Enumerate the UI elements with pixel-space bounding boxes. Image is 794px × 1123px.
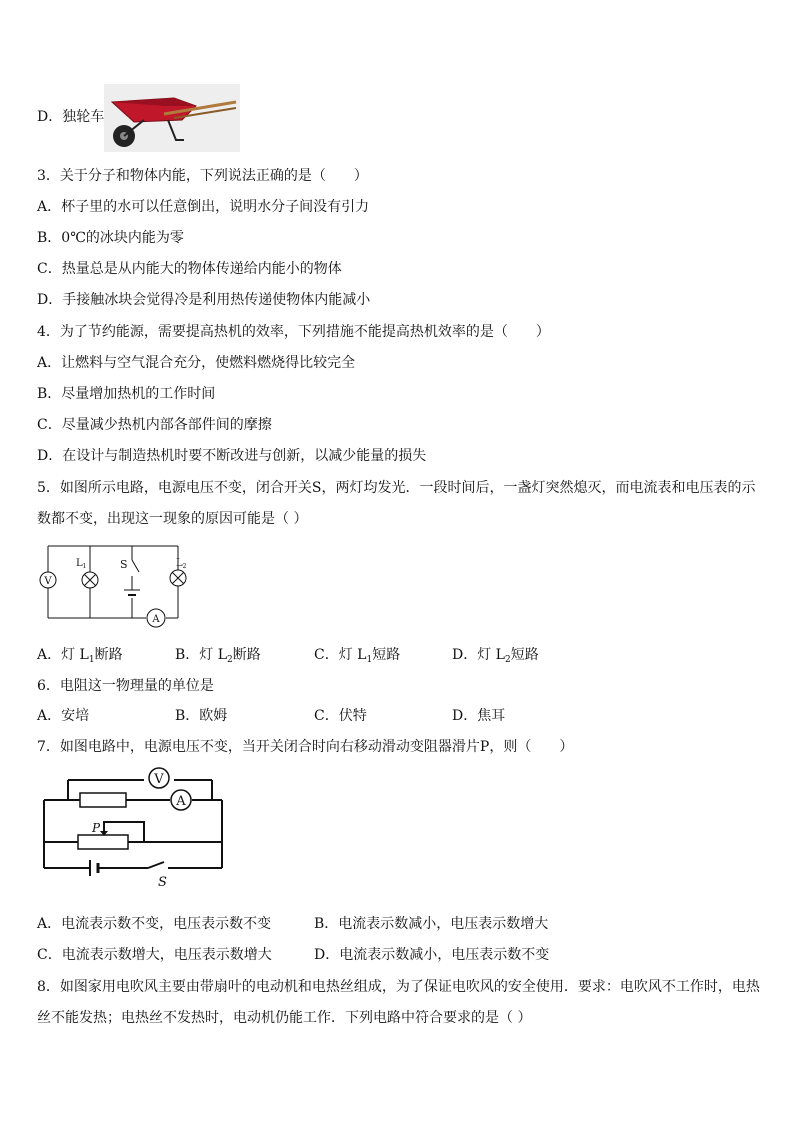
q8-stem-line2: 丝不能发热；电热丝不发热时，电动机仍能工作．下列电路中符合要求的是（ ） xyxy=(37,1010,532,1026)
q5-circuit-diagram xyxy=(36,542,196,630)
q7-switch-label: S xyxy=(158,875,167,890)
q6-option-a: A．安培 xyxy=(37,708,90,724)
q3-option-b: B．0℃的冰块内能为零 xyxy=(37,230,184,246)
q6-option-c: C．伏特 xyxy=(314,708,367,724)
q7-option-b: B．电流表示数减小，电压表示数增大 xyxy=(314,916,549,932)
q3-option-a: A．杯子里的水可以任意倒出，说明水分子间没有引力 xyxy=(37,199,370,215)
q5-lamp1-sub: 1 xyxy=(82,563,87,570)
q3-stem: 3．关于分子和物体内能，下列说法正确的是（ ） xyxy=(37,168,368,184)
q5-option-d: D．灯 $L_2$短路 xyxy=(452,647,539,665)
q5-stem-line1: 5．如图所示电路，电源电压不变，闭合开关S，两灯均发光．一段时间后，一盏灯突然熄灭，而电流表和电压表的示 xyxy=(37,480,756,496)
q8-stem-line1: 8．如图家用电吹风主要由带扇叶的电动机和电热丝组成，为了保证电吹风的安全使用．要求：电吹风不工作时，电热 xyxy=(37,979,760,995)
q7-voltmeter-label: V xyxy=(154,772,164,787)
q6-option-b: B．欧姆 xyxy=(175,708,228,724)
q6-stem: 6．电阻这一物理量的单位是 xyxy=(37,678,214,694)
q5-option-b: B．灯 $L_2$断路 xyxy=(175,647,261,665)
q5-lamp2-label: L xyxy=(176,558,183,569)
q5-lamp1-label: L xyxy=(76,558,83,569)
q2-option-d: D．独轮车 xyxy=(37,109,105,125)
q5-stem-line2: 数都不变，出现这一现象的原因可能是（ ） xyxy=(37,511,308,527)
q3-option-d: D．手接触冰块会觉得冷是利用热传递使物体内能减小 xyxy=(37,292,371,308)
q7-option-c: C．电流表示数增大，电压表示数增大 xyxy=(37,947,272,963)
q5-option-c: C．灯 $L_1$短路 xyxy=(314,647,401,665)
q5-voltmeter-label: V xyxy=(44,576,52,587)
q5-switch-label: S xyxy=(120,558,128,571)
q7-slider-label: P xyxy=(92,821,101,835)
q5-option-a: A．灯 $L_1$断路 xyxy=(37,647,123,665)
q4-option-a: A．让燃料与空气混合充分，使燃料燃烧得比较完全 xyxy=(37,355,356,371)
svg-text:L2 xyxy=(176,558,187,570)
svg-text:L1 xyxy=(76,558,86,570)
q7-circuit-diagram xyxy=(40,766,226,892)
q4-option-d: D．在设计与制造热机时要不断改进与创新，以减少能量的损失 xyxy=(37,448,427,464)
q4-option-c: C．尽量减少热机内部各部件间的摩擦 xyxy=(37,417,272,433)
wheelbarrow-image xyxy=(104,84,240,152)
q7-ammeter-label: A xyxy=(176,794,186,809)
q5-ammeter-label: A xyxy=(152,614,160,625)
q4-stem: 4．为了节约能源，需要提高热机的效率，下列措施不能提高热机效率的是（ ） xyxy=(37,324,550,340)
q4-option-b: B．尽量增加热机的工作时间 xyxy=(37,386,216,402)
q6-option-d: D．焦耳 xyxy=(452,708,506,724)
q7-option-a: A．电流表示数不变，电压表示数不变 xyxy=(37,916,272,932)
q3-option-c: C．热量总是从内能大的物体传递给内能小的物体 xyxy=(37,261,342,277)
q5-lamp2-sub: 2 xyxy=(182,563,187,570)
q7-option-d: D．电流表示数减小，电压表示数不变 xyxy=(314,947,550,963)
q7-stem: 7．如图电路中，电源电压不变，当开关闭合时向右移动滑动变阻器滑片P，则（ ） xyxy=(37,739,574,755)
